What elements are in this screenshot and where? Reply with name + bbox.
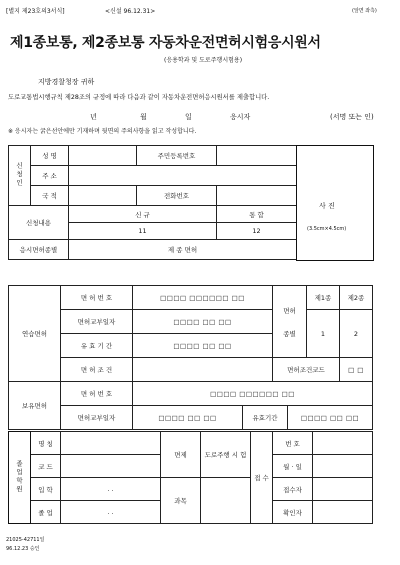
checker-label: 확인자 — [273, 501, 313, 524]
subject-label: 과목 — [161, 478, 201, 524]
school-code-field[interactable] — [61, 455, 161, 478]
class2-label: 제2종 — [340, 286, 373, 310]
class2-code[interactable]: 2 — [340, 310, 373, 358]
school-section-label: 졸업학원 — [9, 432, 31, 524]
held-license-label: 보유면허 — [9, 382, 61, 430]
phone-label: 전화번호 — [137, 186, 217, 206]
form-number: [별지 제23호의3서식] — [6, 8, 65, 15]
name-field[interactable] — [69, 146, 137, 166]
apply-new-code[interactable]: 11 — [69, 223, 217, 240]
receiver-field[interactable] — [313, 478, 373, 501]
learner-license-table — [8, 285, 373, 382]
addressee: 지방경찰청장 귀하 — [38, 78, 95, 86]
school-code-label: 코 드 — [31, 455, 61, 478]
applicant-table — [8, 145, 297, 260]
learner-no-boxes[interactable]: □□□□ □□□□□□ □□ — [133, 286, 273, 310]
school-table — [8, 431, 373, 524]
learner-valid-label: 유 효 기 간 — [61, 334, 133, 358]
learner-issue-boxes[interactable]: □□□□ □□ □□ — [133, 310, 273, 334]
footer-code: 21025-42711일 — [6, 537, 45, 543]
exam-license-label: 응시면허종별 — [9, 240, 69, 260]
enroll-date[interactable]: . . — [61, 478, 161, 501]
road-test-field[interactable] — [201, 478, 251, 524]
date-month: 월 — [140, 113, 147, 121]
class1-code[interactable]: 1 — [307, 310, 340, 358]
learner-no-label: 면 허 번 호 — [61, 286, 133, 310]
exempt-label: 면제 — [161, 432, 201, 478]
held-valid-label: 유효기간 — [243, 406, 288, 430]
applicant-section-label: 신청인 — [9, 146, 31, 206]
notice: ※ 응시자는 굵은선안에만 기재하며 뒷면의 주의사항을 읽고 작성합니다. — [8, 128, 197, 135]
form-subtitle: (응용학과 및 도로주행시험용) — [164, 57, 243, 64]
held-license-table — [8, 381, 373, 430]
nationality-label: 국 적 — [31, 186, 69, 206]
receiver-label: 접수자 — [273, 478, 313, 501]
number-field[interactable] — [313, 432, 373, 455]
phone-field[interactable] — [217, 186, 297, 206]
apply-renew-code[interactable]: 12 — [217, 223, 297, 240]
learner-license-label: 연습면허 — [9, 286, 61, 382]
date-year: 년 — [90, 113, 97, 121]
month-day-label: 월 · 일 — [273, 455, 313, 478]
held-no-label: 면 허 번 호 — [61, 382, 133, 406]
date-day: 일 — [185, 113, 192, 121]
exam-license-field[interactable]: 제 종 면허 — [69, 240, 297, 260]
checker-field[interactable] — [313, 501, 373, 524]
nationality-field[interactable] — [69, 186, 137, 206]
sign-label: (서명 또는 인) — [330, 113, 374, 121]
side-note: (앞면 좌측) — [352, 8, 377, 14]
footer-approval: 96.12.23 승인 — [6, 546, 40, 552]
address-label: 주 소 — [31, 166, 69, 186]
held-no-boxes[interactable]: □□□□ □□□□□□ □□ — [133, 382, 373, 406]
held-issue-label: 면허교부일자 — [61, 406, 133, 430]
rrn-field[interactable] — [217, 146, 297, 166]
learner-valid-boxes[interactable]: □□□□ □□ □□ — [133, 334, 273, 358]
license-kind-label: 면허 종별 — [273, 286, 307, 358]
learner-cond-field[interactable] — [133, 358, 273, 382]
graduate-label: 졸 업 — [31, 501, 61, 524]
enroll-label: 입 학 — [31, 478, 61, 501]
number-label: 번 호 — [273, 432, 313, 455]
form-title: 제1종보통, 제2종보통 자동차운전면허시험응시원서 — [10, 35, 321, 51]
school-name-label: 명 칭 — [31, 432, 61, 455]
rrn-label: 주민등록번호 — [137, 146, 217, 166]
photo-size: (3.5cm×4.5cm) — [307, 226, 347, 232]
receipt-label: 접 수 — [251, 432, 273, 524]
class1-label: 제1종 — [307, 286, 340, 310]
name-label: 성 명 — [31, 146, 69, 166]
learner-issue-label: 면허교부일자 — [61, 310, 133, 334]
held-valid-boxes[interactable]: □□□□ □□ □□ — [288, 406, 373, 430]
applicant-label: 응시자 — [230, 113, 251, 121]
month-day-field[interactable] — [313, 455, 373, 478]
road-test-label: 도로주행 시 험 — [201, 432, 251, 478]
learner-cond-label: 면 허 조 건 — [61, 358, 133, 382]
photo-label: 사 진 — [319, 202, 335, 210]
address-field[interactable] — [69, 166, 297, 186]
cond-code-boxes[interactable]: □ □ — [340, 358, 373, 382]
revision-date: <신설 96.12.31> — [105, 8, 156, 15]
cond-code-label: 면허조건코드 — [273, 358, 340, 382]
statement: 도로교통법시행규칙 제28조의 규정에 따라 다음과 같이 자동차운전면허응시원서를 제출합니다. — [8, 94, 270, 101]
apply-new-label: 신 규 — [69, 206, 217, 223]
photo-box — [296, 145, 374, 261]
held-issue-boxes[interactable]: □□□□ □□ □□ — [133, 406, 243, 430]
apply-renew-label: 통 합 — [217, 206, 297, 223]
apply-content-label: 신청내용 — [9, 206, 69, 240]
school-name-field[interactable] — [61, 432, 161, 455]
graduate-date[interactable]: . . — [61, 501, 161, 524]
